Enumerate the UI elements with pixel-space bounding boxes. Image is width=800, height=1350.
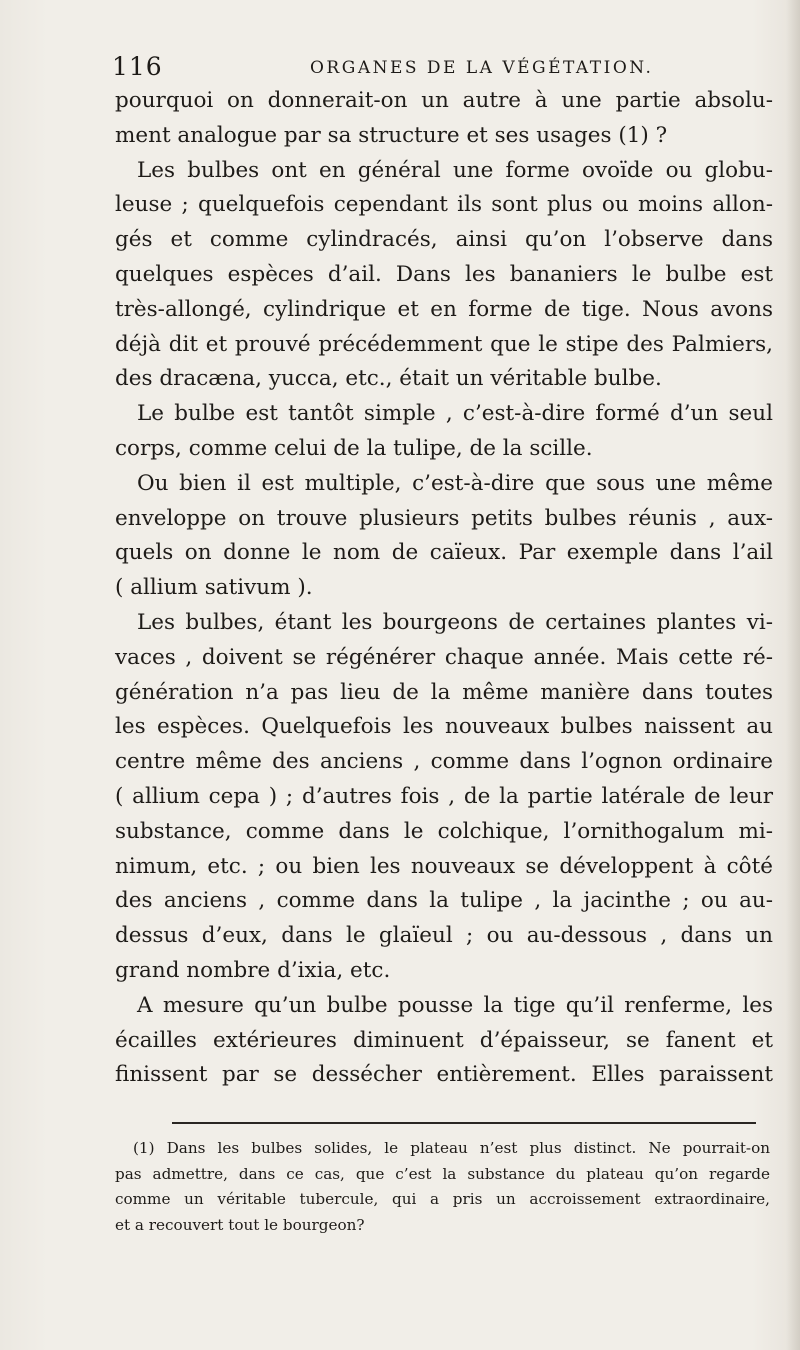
footnote-divider — [172, 1122, 756, 1124]
text-line: centre même des anciens , comme dans l’ognon ordinaire — [115, 749, 773, 775]
text-line: quels on donne le nom de caïeux. Par exemple dans l’ail — [115, 540, 773, 566]
footnote-line: et a recouvert tout le bourgeon? — [115, 1215, 365, 1234]
text-line: des dracæna, yucca, etc., était un véritable bulbe. — [115, 366, 662, 392]
text-line: ( allium sativum ). — [115, 575, 313, 601]
text-line: A mesure qu’un bulbe pousse la tige qu’il renferme, les — [137, 992, 773, 1018]
text-line: écailles extérieures diminuent d’épaisseur, se fanent et — [115, 1027, 773, 1053]
text-line: les espèces. Quelquefois les nouveaux bulbes naissent au — [115, 714, 773, 740]
footnote — [115, 1136, 770, 1238]
text-line: grand nombre d’ixia, etc. — [115, 957, 391, 983]
text-line: Le bulbe est tantôt simple , c’est-à-dire formé d’un seul — [137, 401, 773, 427]
text-line: substance, comme dans le colchique, l’ornithogalum mi- — [115, 818, 773, 844]
text-line: corps, comme celui de la tulipe, de la scille. — [115, 435, 593, 461]
text-line: très-allongé, cylindrique et en forme de tige. Nous avons — [115, 296, 773, 322]
text-line: Les bulbes, étant les bourgeons de certaines plantes vi- — [137, 609, 773, 635]
text-line: leuse ; quelquefois cependant ils sont plus ou moins allon- — [115, 192, 773, 218]
text-line: des anciens , comme dans la tulipe , la jacinthe ; ou au- — [115, 888, 773, 914]
text-line: déjà dit et prouvé précédemment que le stipe des Palmiers, — [115, 331, 773, 357]
text-line: vaces , doivent se régénérer chaque année. Mais cette ré- — [115, 644, 773, 670]
text-line: ( allium cepa ) ; d’autres fois , de la partie latérale de leur — [115, 783, 773, 809]
footnote-line: pas admettre, dans ce cas, que c’est la substance du plateau qu’on regarde — [115, 1164, 770, 1183]
page-edge-shadow — [786, 0, 800, 1350]
text-line: ment analogue par sa structure et ses usages (1) ? — [115, 122, 668, 148]
text-line: dessus d’eux, dans le glaïeul ; ou au-dessous , dans un — [115, 923, 773, 949]
text-line: nimum, etc. ; ou bien les nouveaux se développent à côté — [115, 853, 773, 879]
footnote-line: comme un véritable tubercule, qui a pris un accroissement extraordinaire, — [115, 1190, 770, 1208]
text-line: quelques espèces d’ail. Dans les bananiers le bulbe est — [115, 261, 773, 287]
footnote-line: (1) Dans les bulbes solides, le plateau n’est plus distinct. Ne pourrait-on — [133, 1139, 770, 1157]
body-text — [115, 84, 773, 1093]
text-line: pourquoi on donnerait-on un autre à une partie absolu- — [115, 88, 773, 113]
text-line: enveloppe on trouve plusieurs petits bulbes réunis , aux- — [115, 505, 773, 531]
page-header — [112, 52, 712, 88]
page-number: 116 — [112, 52, 163, 81]
text-line: génération n’a pas lieu de la même manière dans toutes — [115, 679, 773, 705]
text-line: gés et comme cylindracés, ainsi qu’on l’observe dans — [115, 227, 773, 253]
text-line: Les bulbes ont en général une forme ovoïde ou globu- — [137, 157, 773, 183]
text-line: Ou bien il est multiple, c’est-à-dire que sous une même — [137, 470, 773, 496]
running-head: ORGANES DE LA VÉGÉTATION. — [310, 58, 654, 78]
text-line: finissent par se dessécher entièrement. Elles paraissent — [115, 1062, 773, 1088]
